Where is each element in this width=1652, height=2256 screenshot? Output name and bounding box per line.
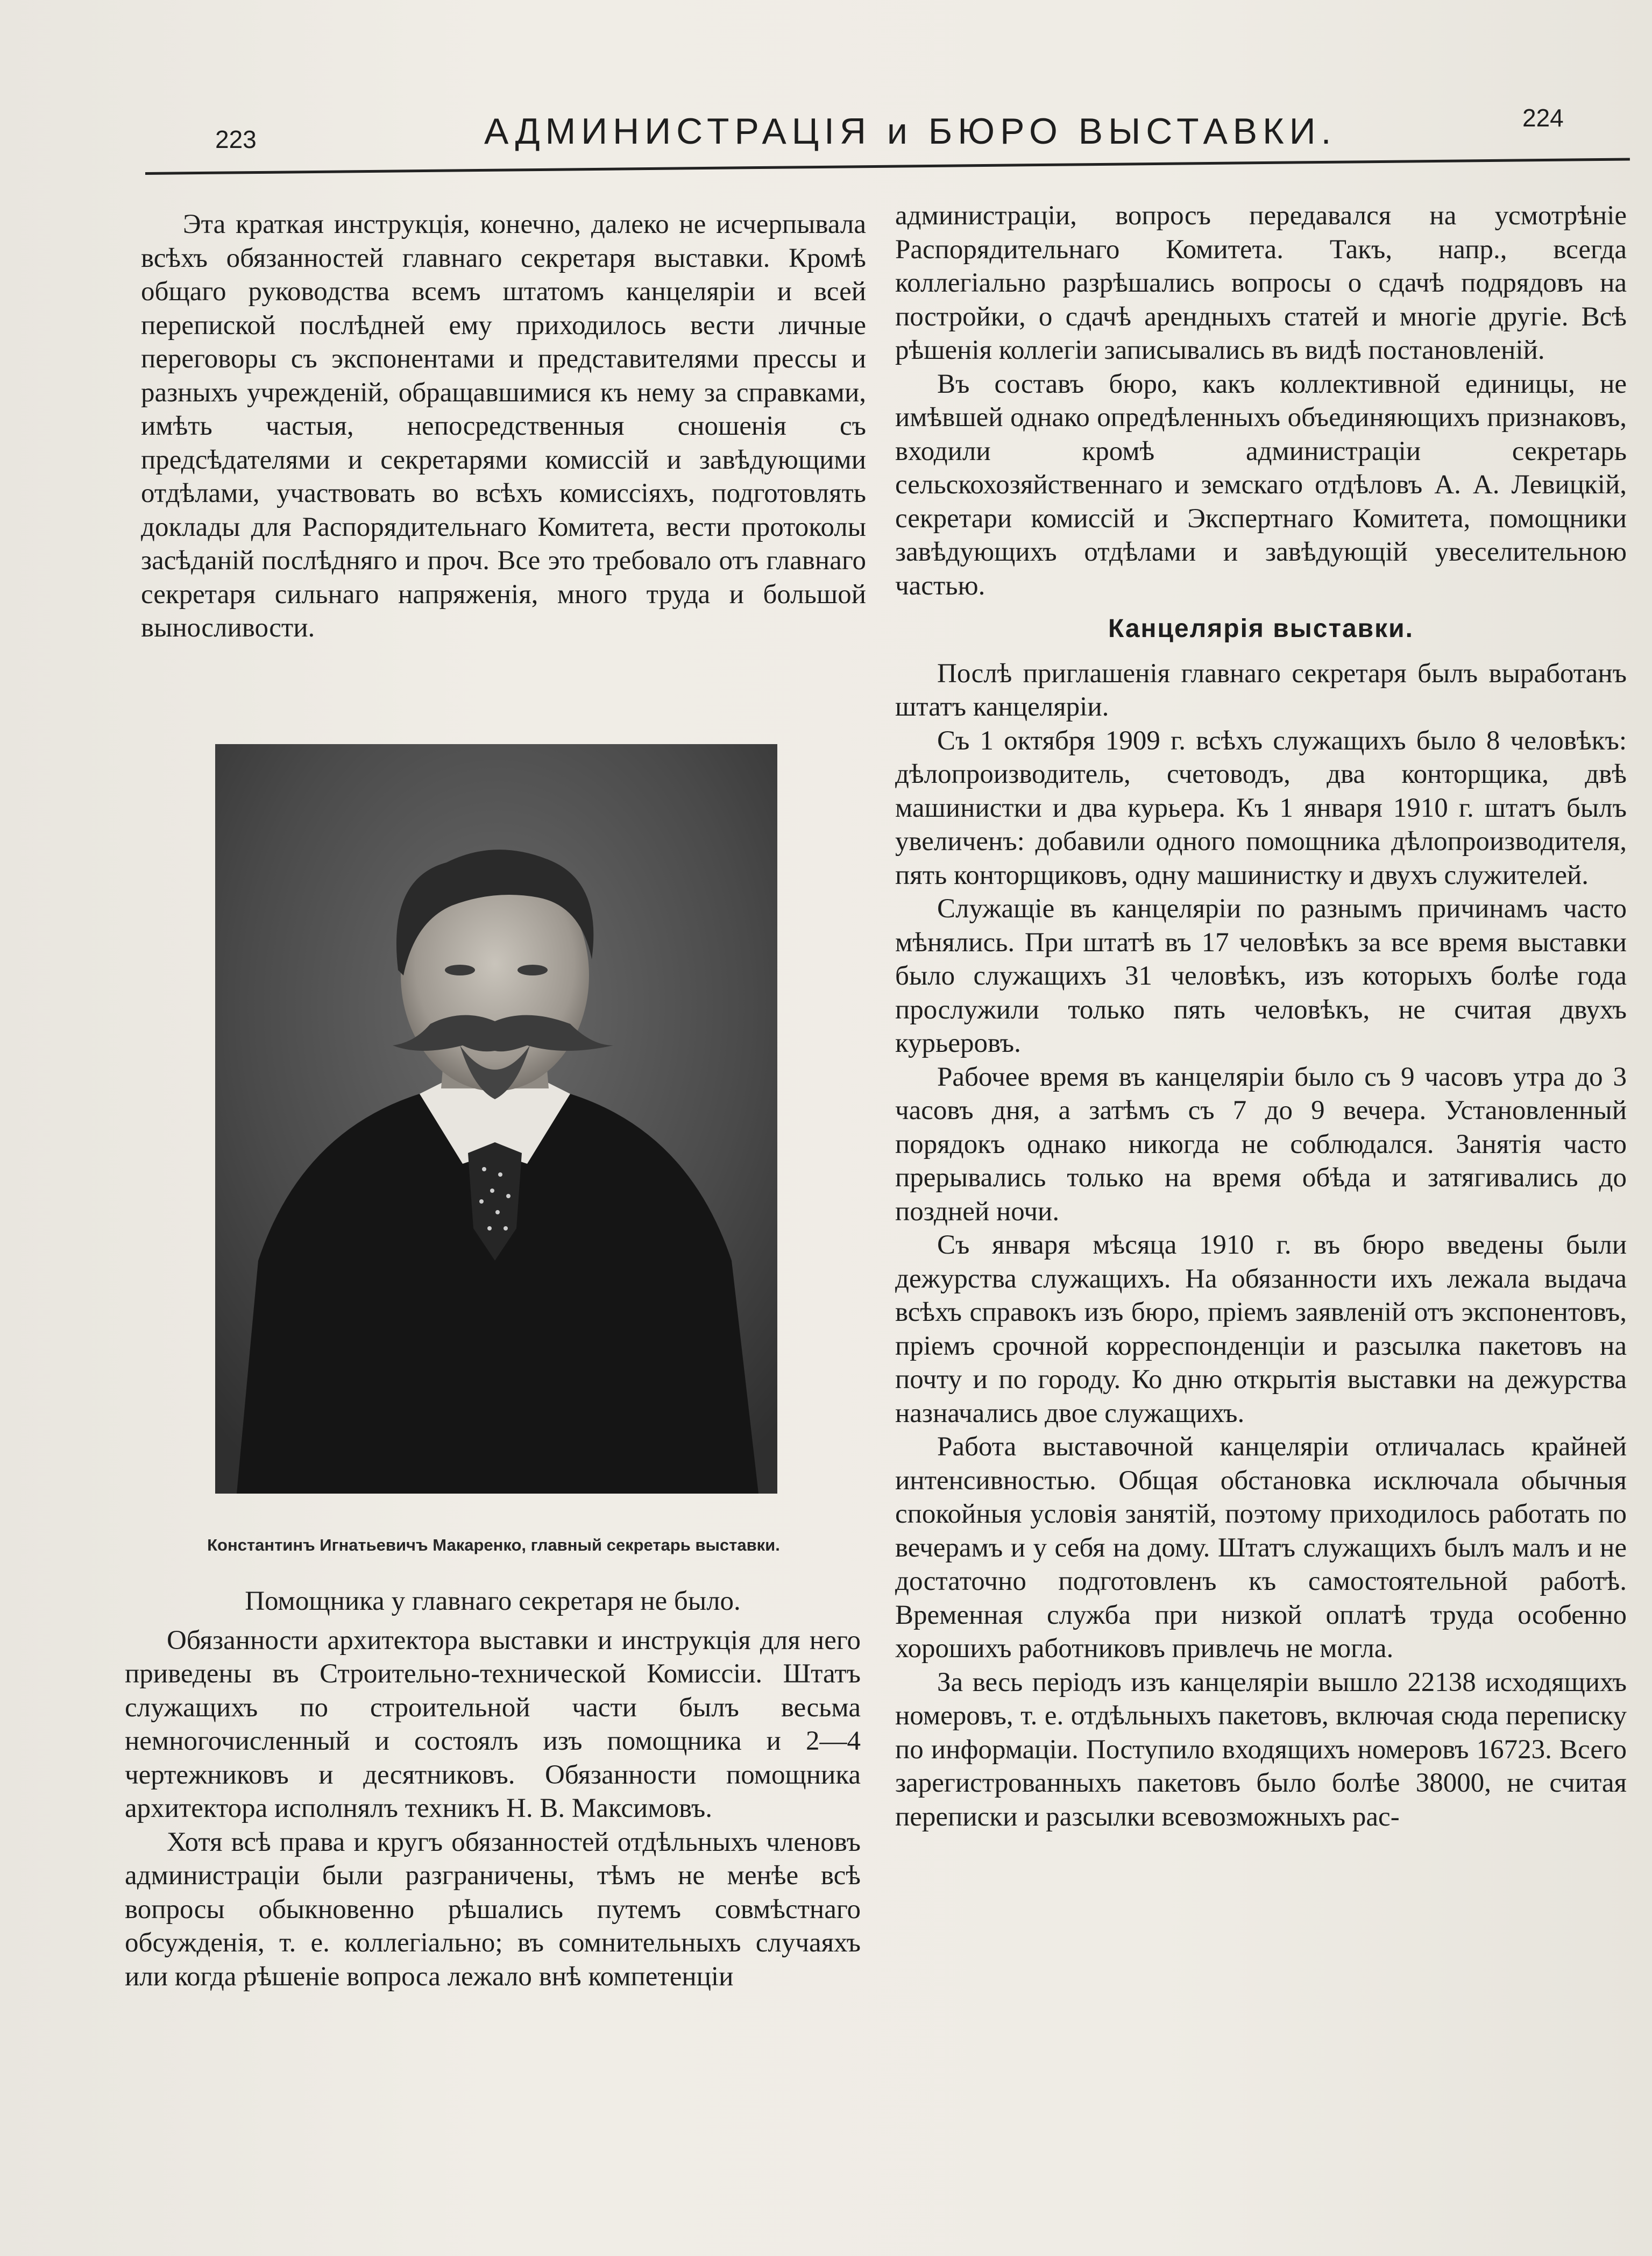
paragraph: Обязанности архитектора выставки и инструкція для него приведены въ Строительно-технической Комиссіи. Штатъ служащихъ по строительной части былъ весьма немногочисленный и состоялъ изъ помощника и 2—4 чертежниковъ и десятниковъ. Обязанности помощника архитектора исполнялъ техникъ Н. В. Максимовъ. <box>125 1625 861 1823</box>
page-header <box>145 91 1630 172</box>
paragraph: Послѣ приглашенія главнаго секретаря былъ выработанъ штатъ канцеляріи. <box>895 658 1627 722</box>
left-column-top <box>141 208 866 645</box>
portrait-photo <box>215 744 777 1494</box>
paragraph: Въ составъ бюро, какъ коллективной единицы, не имѣвшей однако опредѣленныхъ объединяющихъ признаковъ, входили кромѣ администраціи секретарь сельскохозяйственнаго и земскаго отдѣловъ А. А. Левицкій, секретари комиссій и Экспертнаго Комитета, помощники завѣдующихъ отдѣлами и завѣдующій увеселительною частью. <box>895 369 1627 601</box>
paragraph: администраціи, вопросъ передавался на усмотрѣніе Распорядительнаго Комитета. Такъ, напр., всегда коллегіально разрѣшались вопросы о сдачѣ подрядовъ на постройки, о сдачѣ арендныхъ статей и многіе другіе. Всѣ рѣшенія коллегіи записывались въ видѣ постановленій. <box>895 201 1627 365</box>
paragraph: Хотя всѣ права и кругъ обязанностей отдѣльныхъ членовъ администраціи были разграничены, тѣмъ не менѣе всѣ вопросы обыкновенно рѣшались путемъ совмѣстнаго обсужденія, т. е. коллегіально; въ сомнительныхъ случаяхъ или когда рѣшеніе вопроса лежало внѣ компетенціи <box>125 1827 861 1992</box>
header-rule <box>145 158 1630 175</box>
paragraph: Эта краткая инструкція, конечно, далеко не исчерпывала всѣхъ обязанностей главнаго секретаря выставки. Кромѣ общаго руководства всемъ штатомъ канцеляріи и всей перепиской послѣдней ему приходилось вести личные переговоры съ экспонентами и представителями прессы и разныхъ учрежденій, обращавшимися къ нему за справками, имѣть частыя, непосредственныя сношенія съ предсѣдателями и секретарями комиссій и завѣдующими отдѣлами, участвовать во всѣхъ комиссіяхъ, подготовлять доклады для Распорядительнаго Комитета, вести протоколы засѣданій послѣдняго и проч. Все это требовало отъ главнаго секретаря сильнаго напряженія, много труда и большой выносливости. <box>141 209 866 643</box>
paragraph: Съ 1 октября 1909 г. всѣхъ служащихъ было 8 человѣкъ: дѣлопроизводитель, счетоводъ, два конторщика, двѣ машинистки и два курьера. Къ 1 января 1910 г. штатъ былъ увеличенъ: добавили одного помощника дѣлопроизводителя, пять конторщиковъ, одну машинистку и двухъ служителей. <box>895 725 1627 890</box>
paragraph: Съ января мѣсяца 1910 г. въ бюро введены были дежурства служащихъ. На обязанности ихъ лежала выдача всѣхъ справокъ изъ бюро, пріемъ заявленій отъ экспонентовъ, пріемъ срочной корреспонденціи и разсылка пакетовъ на почту и по городу. Ко дню открытія выставки на дежурства назначались двое служащихъ. <box>895 1230 1627 1428</box>
paragraph: Рабочее время въ канцеляріи было съ 9 часовъ утра до 3 часовъ дня, а затѣмъ съ 7 до 9 вечера. Установленный порядокъ однако никогда не соблюдался. Занятія часто прерывались только на время обѣда и затягивались до поздней ночи. <box>895 1062 1627 1227</box>
photo-caption: Константинъ Игнатьевичъ Макаренко, главный секретарь выставки. <box>207 1536 780 1554</box>
paragraph: За весь періодъ изъ канцеляріи вышло 22138 исходящихъ номеровъ, т. е. отдѣльныхъ пакетовъ, включая сюда переписку по информаціи. Поступило входящихъ номеровъ 16723. Всего зарегистрованныхъ пакетовъ было болѣе 38000, не считая переписки и разсылки всевозможныхъ рас- <box>895 1667 1627 1832</box>
running-title: АДМИНИСТРАЦІЯ и БЮРО ВЫСТАВКИ. <box>484 111 1337 152</box>
page-number-right: 224 <box>1522 104 1564 132</box>
paragraph: Служащіе въ канцеляріи по разнымъ причинамъ часто мѣнялись. При штатѣ въ 17 человѣкъ за все время выставки было служащихъ 31 человѣкъ, изъ которыхъ болѣе года прослужили только пять человѣкъ, не считая двухъ курьеровъ. <box>895 894 1627 1058</box>
section-heading: Канцелярія выставки. <box>1108 614 1414 643</box>
left-column-bottom <box>125 1585 861 1993</box>
right-column <box>895 199 1627 1834</box>
paragraph: Работа выставочной канцеляріи отличалась крайней интенсивностью. Общая обстановка исключала обычныя спокойныя условія занятій, поэтому приходилось работать по вечерамъ и у себя на дому. Штатъ служащихъ былъ малъ и не достаточно подготовленъ къ самостоятельной работѣ. Временная служба при низкой оплатѣ труда особенно хорошихъ работниковъ привлечь не могла. <box>895 1432 1627 1664</box>
page-number-left: 223 <box>215 125 257 153</box>
paragraph: Помощника у главнаго секретаря не было. <box>245 1586 741 1616</box>
